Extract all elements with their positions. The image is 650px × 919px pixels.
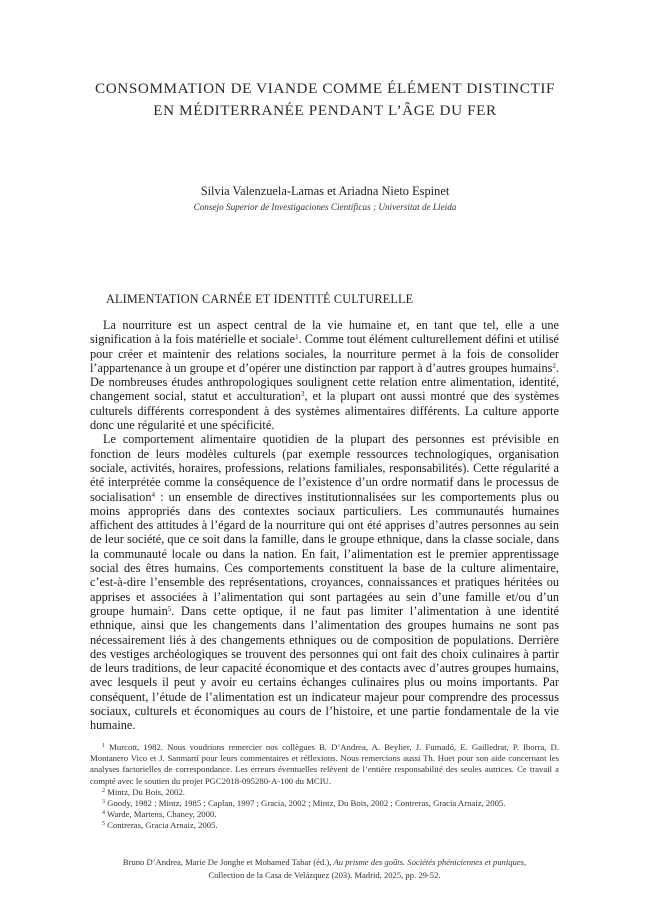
colophon-punct: , [524,857,527,867]
footnote-text: Murcott, 1982. Nous voudrions remercier nos collègues B. D’Andrea, A. Beylier, J. Fumadó, E. Gailledrat, P. Iborra, D. Montanero Vico et J. Sanmartí pour leurs commentaires et réflexions. Nous remercions aussi Th. Huet pour son aide concernant les analyses factorielles de correspondance. Les erreurs éventuelles relèvent de l’entière responsabilité des seules autrices. Ce travail a compté avec le soutien du projet PGC2018-095280-A-100 du MCIU. [90,742,559,786]
footnote-2 [90,787,559,798]
footnote-ref-3[interactable]: 3 [300,390,305,399]
paragraph-text: Le comportement alimentaire quotidien de la plupart des personnes est prévisible en fonction de leurs modèles culturels (par exemple ressources technologiques, organisation sociale, activités, horaires, professions, relations familiales, responsabilités). Cette régularité a été interprétée comme la conséquence de l’existence d’un ordre normatif dans le processus de socialisation [90,432,559,504]
body-paragraph-2 [90,432,559,732]
colophon-line-1 [90,856,559,869]
book-title: Au prisme des goûts. Sociétés phéniciennes et puniques [333,857,524,867]
colophon-editors: Bruno D’Andrea, Marie De Jonghe et Mohamed Tahar (éd.), [122,857,334,867]
paragraph-text: . Comme tout élément culturellement défini et utilisé pour créer et maintenir des relations sociales, la nourriture permet à la fois de consolider l’appartenance à un groupe et d’opérer une distinction par rapport à d’autres groupes humains [90,332,559,375]
article-body [90,318,559,733]
section-heading: ALIMENTATION CARNÉE ET IDENTITÉ CULTURELLE [106,292,414,306]
paragraph-text: , et la plupart ont aussi montré que des systèmes culturels différents correspondent à des systèmes alimentaires différents. La culture apporte donc une régularité et une spécificité. [90,389,559,433]
footnote-4 [90,809,559,820]
paragraph-text: : un ensemble de directives institutionnalisées sur les comportements plus ou moins appropriés dans des contextes sociaux particuliers. Les communautés humaines affichent des attitudes à l’égard de la nourriture qui ont été apprises d’autres personnes au sein de leur société, que ce soit dans la famille, dans le groupe ethnique, dans la classe sociale, dans la communauté locale ou dans la nation. En fait, l’alimentation est le premier apprentissage social des êtres humains. Ces comportements constituent la base de la culture alimentaire, c’est-à-dire l’ensemble des représentations, croyances, connaissances et pratiques héritées ou apprises et associées à l’alimentation qui sont partagées au sein d’une famille et/ou d’un groupe humain [90,489,559,618]
paragraph-text: La nourriture est un aspect central de la vie humaine et, en tant que tel, elle a une signification à la fois matérielle et sociale [90,318,559,347]
paragraph-text: . Dans cette optique, il ne faut pas limiter l’alimentation à une identité ethnique, ainsi que les changements dans l’alimentation des groupes humains ne sont pas nécessairement liés à des changements ethniques ou de composition de populations. Derrière des vestiges archéologiques se trouvent des personnes qui ont fait des choix culinaires à partir de leurs traditions, de leur capacité économique et des contacts avec d’autres groupes humains, avec lesquels il peut y avoir eu certains échanges culinaires plus ou moins importants. Par conséquent, l’étude de l’alimentation est un indicateur majeur pour comprendre des processus sociaux, culturels et économiques au cours de l’histoire, et une partie fondamentale de la vie humaine. [90,603,559,733]
footnote-number: 3 [102,799,105,806]
article-title-line-2: EN MÉDITERRANÉE PENDANT L’ÂGE DU FER [153,102,497,119]
footnote-ref-5[interactable]: 5 [167,604,172,613]
footnote-ref-1[interactable]: 1 [295,333,299,342]
author-names: Silvia Valenzuela-Lamas et Ariadna Nieto Espinet [200,184,450,198]
footnote-ref-2[interactable]: 2 [552,361,556,370]
footnote-number: 4 [102,810,105,817]
footnote-3 [90,798,559,809]
colophon [90,856,559,882]
footnote-text: Goody, 1982 ; Mintz, 1985 ; Caplan, 1997 ; Gracia, 2002 ; Mintz, Du Bois, 2002 ; Contreras, Gracia Arnaiz, 2005. [107,798,506,809]
body-paragraph-1 [90,318,559,432]
footnote-text: Warde, Martens, Chaney, 2000. [107,809,217,820]
footnote-1 [90,742,559,787]
author-affiliation: Consejo Superior de Investigaciones Científicas ; Universitat de Lleida [193,202,457,212]
colophon-line-2: Collection de la Casa de Velázquez (203). Madrid, 2025, pp. 29-52. [208,870,441,880]
footnotes [90,742,559,832]
footnote-5 [90,820,559,831]
footnote-text: Mintz, Du Bois, 2002. [107,786,185,797]
footnote-number: 2 [102,787,105,794]
footnote-number: 1 [102,743,105,749]
article-title [90,78,560,122]
footnote-text: Contreras, Gracia Arnaiz, 2005. [107,820,218,831]
footnote-ref-4[interactable]: 4 [151,490,155,499]
article-title-line-1: CONSOMMATION DE VIANDE COMME ÉLÉMENT DISTINCTIF [94,80,556,97]
footnote-number: 5 [102,821,105,828]
paragraph-text: . De nombreuses études anthropologiques soulignent cette relation entre alimentation, identité, changement social, statut et acculturation [90,360,559,404]
